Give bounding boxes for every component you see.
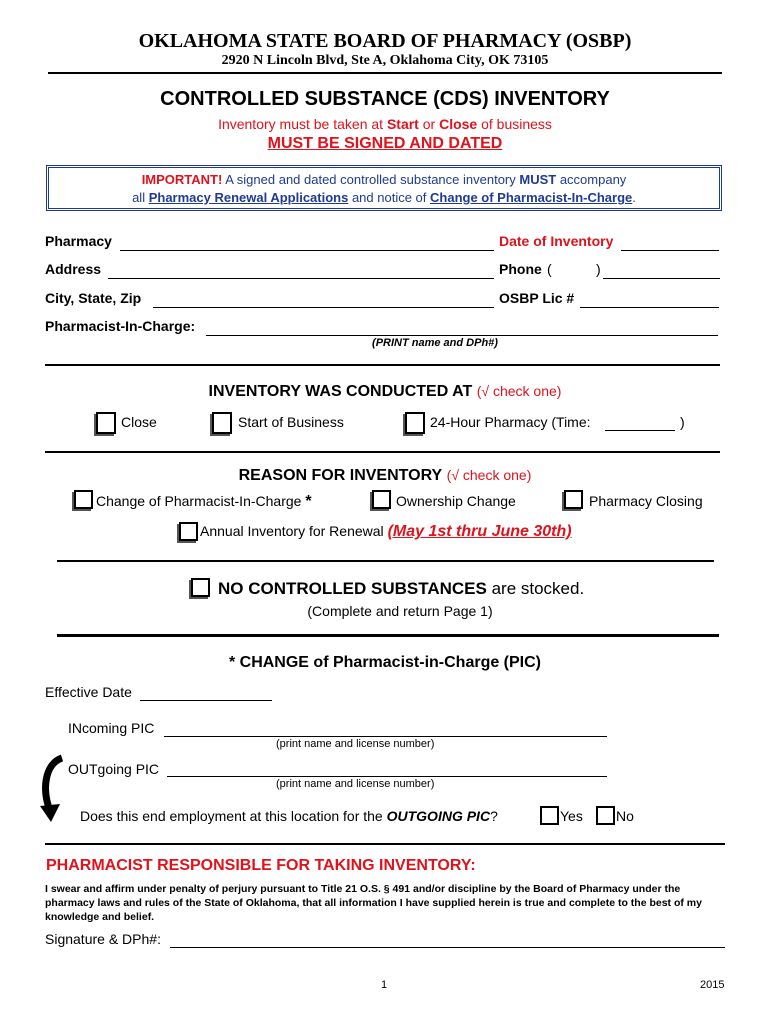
start-of-business-checkbox[interactable]	[212, 412, 232, 434]
annual-dates: (May 1st thru June 30th)	[387, 523, 572, 540]
pharmacy-field[interactable]	[120, 250, 494, 251]
24-hour-checkbox[interactable]	[405, 412, 425, 434]
close-checkbox[interactable]	[96, 412, 116, 434]
conducted-check-note: (√ check one)	[476, 383, 562, 399]
change-pic-option-label: Change of Pharmacist-In-Charge	[96, 493, 302, 509]
city-label: City, State, Zip	[45, 290, 142, 306]
conducted-heading-text: INVENTORY WAS CONDUCTED AT	[208, 383, 473, 400]
divider-2	[45, 451, 720, 453]
24-hour-label: 24-Hour Pharmacy (Time:	[430, 414, 591, 430]
question-em: OUTGOING PIC	[386, 808, 491, 824]
page-number: 1	[381, 979, 388, 991]
address-label: Address	[45, 261, 102, 277]
change-pic-heading: * CHANGE of Pharmacist-in-Charge (PIC)	[228, 654, 542, 671]
phone-close-paren: )	[596, 261, 601, 277]
outgoing-pic-field[interactable]	[167, 776, 607, 777]
must-signed: MUST BE SIGNED AND DATED	[267, 135, 503, 152]
responsible-heading: PHARMACIST RESPONSIBLE FOR TAKING INVENTORY:	[46, 857, 476, 874]
annual-inventory-label: Annual Inventory for Renewal	[200, 523, 384, 539]
subtitle-pre: Inventory must be taken at	[218, 116, 387, 132]
outgoing-pic-label: OUTgoing PIC	[68, 761, 160, 777]
subtitle-or: or	[418, 116, 440, 132]
incoming-pic-field[interactable]	[164, 736, 607, 737]
no-label: No	[616, 808, 634, 824]
subtitle-close: Close	[439, 116, 478, 132]
curved-arrow-icon	[36, 752, 66, 824]
important-text-2: accompany	[556, 172, 627, 187]
ownership-change-label: Ownership Change	[396, 493, 516, 509]
divider-3	[57, 560, 714, 562]
date-of-inventory-field[interactable]	[621, 250, 719, 251]
outgoing-pic-note: (print name and license number)	[276, 778, 435, 790]
org-name: OKLAHOMA STATE BOARD OF PHARMACY (OSBP)	[138, 30, 632, 52]
osbp-lic-label: OSBP Lic #	[499, 290, 575, 306]
no-cds-statement	[218, 579, 584, 599]
change-pic-checkbox[interactable]	[74, 490, 93, 509]
yes-label: Yes	[560, 808, 583, 824]
change-pic-option	[96, 493, 312, 511]
pic-field[interactable]	[206, 335, 718, 336]
no-cds-rest: are stocked.	[486, 579, 585, 598]
change-pic-link[interactable]: Change of Pharmacist-In-Charge	[430, 190, 633, 205]
reason-heading	[0, 467, 770, 485]
24-hour-time-field[interactable]	[605, 430, 675, 431]
pharmacy-label: Pharmacy	[45, 233, 112, 249]
ownership-change-checkbox[interactable]	[372, 490, 391, 509]
signature-label: Signature & DPh#:	[45, 931, 161, 947]
address-field[interactable]	[108, 278, 494, 279]
subtitle	[0, 116, 770, 132]
header-rule	[48, 72, 722, 74]
divider-1	[45, 364, 720, 366]
question-post: ?	[490, 808, 498, 824]
question-pre: Does this end employment at this location for the	[80, 808, 387, 824]
reason-check-note: (√ check one)	[446, 467, 532, 483]
osbp-lic-field[interactable]	[580, 307, 719, 308]
end-employment-question	[80, 808, 498, 824]
page-title: CONTROLLED SUBSTANCE (CDS) INVENTORY	[160, 88, 610, 110]
divider-4	[57, 634, 719, 637]
important-line-1	[49, 172, 719, 187]
pharmacy-closing-label: Pharmacy Closing	[589, 493, 703, 509]
divider-5	[45, 843, 725, 845]
pic-label: Pharmacist-In-Charge:	[45, 318, 196, 334]
important-label: IMPORTANT!	[141, 172, 223, 187]
oath-text: I swear and affirm under penalty of perjury pursuant to Title 21 O.S. § 491 and/or discipline by the Board of Pharmacy under the pharmacy laws and rules of the State of Oklahoma, that all information I have supplied herein is true and complete to the best of my knowledge and belief.	[45, 883, 702, 923]
start-of-business-label: Start of Business	[238, 414, 344, 430]
close-option-label: Close	[121, 414, 157, 430]
no-cds-checkbox[interactable]	[191, 578, 210, 597]
change-pic-star: *	[305, 493, 312, 510]
no-checkbox[interactable]	[596, 806, 615, 825]
pharmacy-renewal-link[interactable]: Pharmacy Renewal Applications	[148, 190, 349, 205]
footer-year: 2015	[700, 979, 725, 991]
phone-label: Phone	[499, 261, 542, 277]
effective-date-field[interactable]	[140, 700, 272, 701]
yes-checkbox[interactable]	[540, 806, 559, 825]
phone-field[interactable]	[603, 278, 720, 279]
important-box	[46, 165, 722, 211]
signature-field[interactable]	[170, 947, 725, 948]
pharmacy-closing-checkbox[interactable]	[564, 490, 583, 509]
conducted-heading	[0, 383, 770, 401]
incoming-pic-note: (print name and license number)	[276, 738, 435, 750]
important-must: MUST	[519, 172, 557, 187]
important-line2-mid: and notice of	[348, 190, 431, 205]
date-of-inventory-label: Date of Inventory	[499, 233, 614, 249]
subtitle-start: Start	[386, 116, 419, 132]
phone-open-paren: (	[547, 261, 552, 277]
important-line2-end: .	[632, 190, 636, 205]
important-line-2	[49, 190, 719, 205]
effective-date-label: Effective Date	[45, 684, 132, 700]
no-cds-bold: NO CONTROLLED SUBSTANCES	[218, 579, 487, 598]
annual-inventory-checkbox[interactable]	[179, 522, 198, 541]
org-address: 2920 N Lincoln Blvd, Ste A, Oklahoma City, OK 73105	[221, 53, 549, 68]
important-text-1: A signed and dated controlled substance inventory	[222, 172, 520, 187]
24-hour-close-paren: )	[680, 414, 685, 430]
important-line2-pre: all	[132, 190, 149, 205]
reason-heading-text: REASON FOR INVENTORY	[238, 467, 443, 484]
city-field[interactable]	[153, 307, 494, 308]
subtitle-post: of business	[477, 116, 552, 132]
annual-inventory-option	[200, 523, 572, 541]
no-cds-note: (Complete and return Page 1)	[307, 603, 493, 619]
print-note: (PRINT name and DPh#)	[372, 337, 498, 349]
incoming-pic-label: INcoming PIC	[68, 720, 155, 736]
phone-label-wrap	[499, 261, 542, 277]
